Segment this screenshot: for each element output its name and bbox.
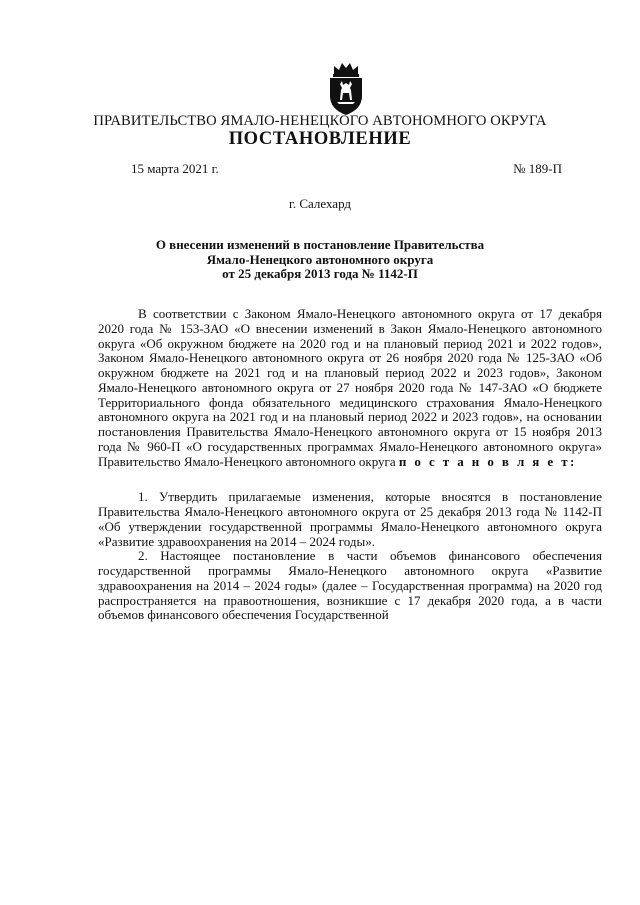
document-number: № 189-П xyxy=(513,161,562,176)
title-line: от 25 декабря 2013 года № 1142-П xyxy=(222,266,418,281)
government-name: ПРАВИТЕЛЬСТВО ЯМАЛО-НЕНЕЦКОГО АВТОНОМНОГО ОКРУГА xyxy=(93,113,547,129)
document-city: г. Салехард xyxy=(288,196,352,211)
item-1-paragraph: 1. Утвердить прилагаемые изменения, которые вносятся в постановление Правительства Ямало-Ненецкого автономного округа от 25 декабря 2013 года № 1142-П «Об утверждении государственной программы Ямало-Ненецкого автономного округа «Развитие здравоохранения на 2014 – 2024 годы». xyxy=(98,489,602,549)
item-2-paragraph: 2. Настоящее постановление в части объемов финансового обеспечения государственной программы Ямало-Ненецкого автономного округа «Развитие здравоохранения на 2014 – 2024 годы» (далее – Государственная программа) на 2020 год распространяется на правоотношения, возникшие с 17 декабря 2020 года, а в части объемов финансового обеспечения Государственной xyxy=(98,548,602,623)
document-body xyxy=(98,307,602,623)
title-line: О внесении изменений в постановление Правительства xyxy=(155,237,485,252)
preamble-text: В соответствии с Законом Ямало-Ненецкого автономного округа от 17 декабря 2020 года № 153-ЗАО «О внесении изменений в Закон Ямало-Ненецкого автономного округа «Об окружном бюджете на 2020 год и на плановый период 2021 и 2022 годов», Законом Ямало-Ненецкого автономного округа от 26 ноября 2020 года № 125-ЗАО «Об окружном бюджете на 2021 год и на плановый период 2022 и 2023 годов», Законом Ямало-Ненецкого автономного округа от 27 ноября 2020 года № 147-ЗАО «О бюджете Территориального фонда обязательного медицинского страхования Ямало-Ненецкого автономного округа на 2021 год и на плановый период 2022 и 2023 годов», на основании постановления Правительства Ямало-Ненецкого автономного округа от 15 ноября 2013 года № 960-П «О государственных программах Ямало-Ненецкого автономного округа» Правительство Ямало-Ненецкого автономного округа xyxy=(98,306,602,469)
document-type: ПОСТАНОВЛЕНИЕ xyxy=(228,129,412,149)
document-date: 15 марта 2021 г. xyxy=(131,161,219,176)
coat-of-arms-icon xyxy=(323,62,369,116)
resolves-text: п о с т а н о в л я е т: xyxy=(398,453,577,469)
preamble-paragraph xyxy=(98,307,602,469)
title-line: Ямало-Ненецкого автономного округа xyxy=(206,251,434,267)
document-title xyxy=(0,238,640,282)
